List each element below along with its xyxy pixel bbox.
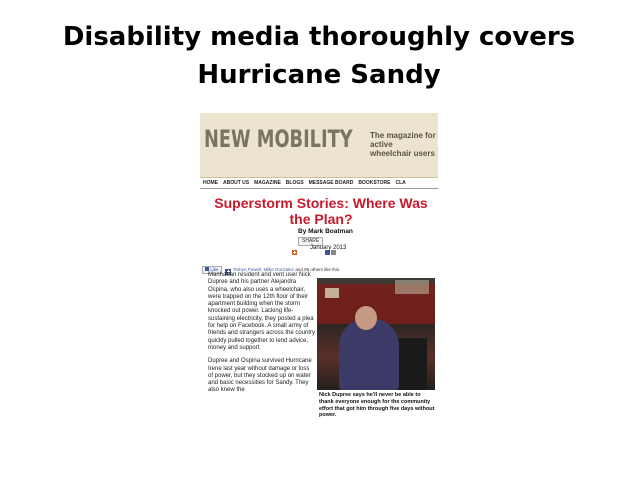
article-photo [317, 278, 435, 390]
slide-title-line-2: Hurricane Sandy [197, 60, 441, 90]
nav-item-classifieds[interactable]: CLA [395, 180, 406, 186]
article-date: January 2013 [310, 245, 347, 251]
article-paragraph-1: Manhattan resident and vent user Nick Dupree and his partner Alejandra Ospina, who also uses a wheelchair, were trapped on the 12th floor of their apartment building when the storm knocked out power. Lacking life-sustaining electricity, they posted a plea for help on Facebook. A small army of friends and strangers across the country quickly pulled together to lend advice, money and support. [208, 272, 316, 351]
slide-title-line-1: Disability media thoroughly covers [62, 22, 576, 52]
like-names[interactable]: Robyn Powell, Millie Gonzalez [233, 267, 295, 272]
photo-caption: Nick Dupree says he'll never be able to thank everyone enough for the community effort that got him through five days without power. [319, 392, 435, 419]
like-suffix: and 96 others like this. [295, 267, 341, 272]
nav-item-about-us[interactable]: ABOUT US [223, 180, 250, 186]
article-byline: By Mark Boatman [298, 228, 353, 235]
nav-bar [200, 178, 438, 189]
nav-item-bookstore[interactable]: BOOKSTORE [358, 180, 391, 186]
social-icon[interactable] [325, 240, 329, 244]
nav-item-home[interactable]: HOME [203, 180, 218, 186]
nav-item-magazine[interactable]: MAGAZINE [254, 180, 281, 186]
article-body [208, 272, 316, 401]
article-title: Superstorm Stories: Where Was the Plan? [214, 195, 428, 227]
article-paragraph-2: Dupree and Ospina survived Hurricane Irene last year without damage or loss of power, but they stocked up on water and basic necessities for Sandy. They also knew the [208, 358, 312, 394]
nav-item-message-board[interactable]: MESSAGE BOARD [308, 180, 354, 186]
photo-light-2 [395, 280, 429, 294]
slide-title [0, 18, 638, 94]
like-label: Like [210, 266, 219, 272]
photo-person-head [355, 306, 377, 330]
magazine-logo: NEW MOBILITY [204, 125, 353, 153]
masthead [200, 113, 438, 178]
nav-item-blogs[interactable]: BLOGS [285, 180, 304, 186]
share-plus-icon [292, 240, 296, 244]
magazine-screenshot [200, 113, 438, 435]
share-button[interactable]: SHARE [298, 237, 323, 246]
magazine-tagline: The magazine for active wheelchair users [370, 131, 436, 158]
email-icon[interactable] [331, 240, 335, 244]
photo-light [325, 288, 339, 298]
